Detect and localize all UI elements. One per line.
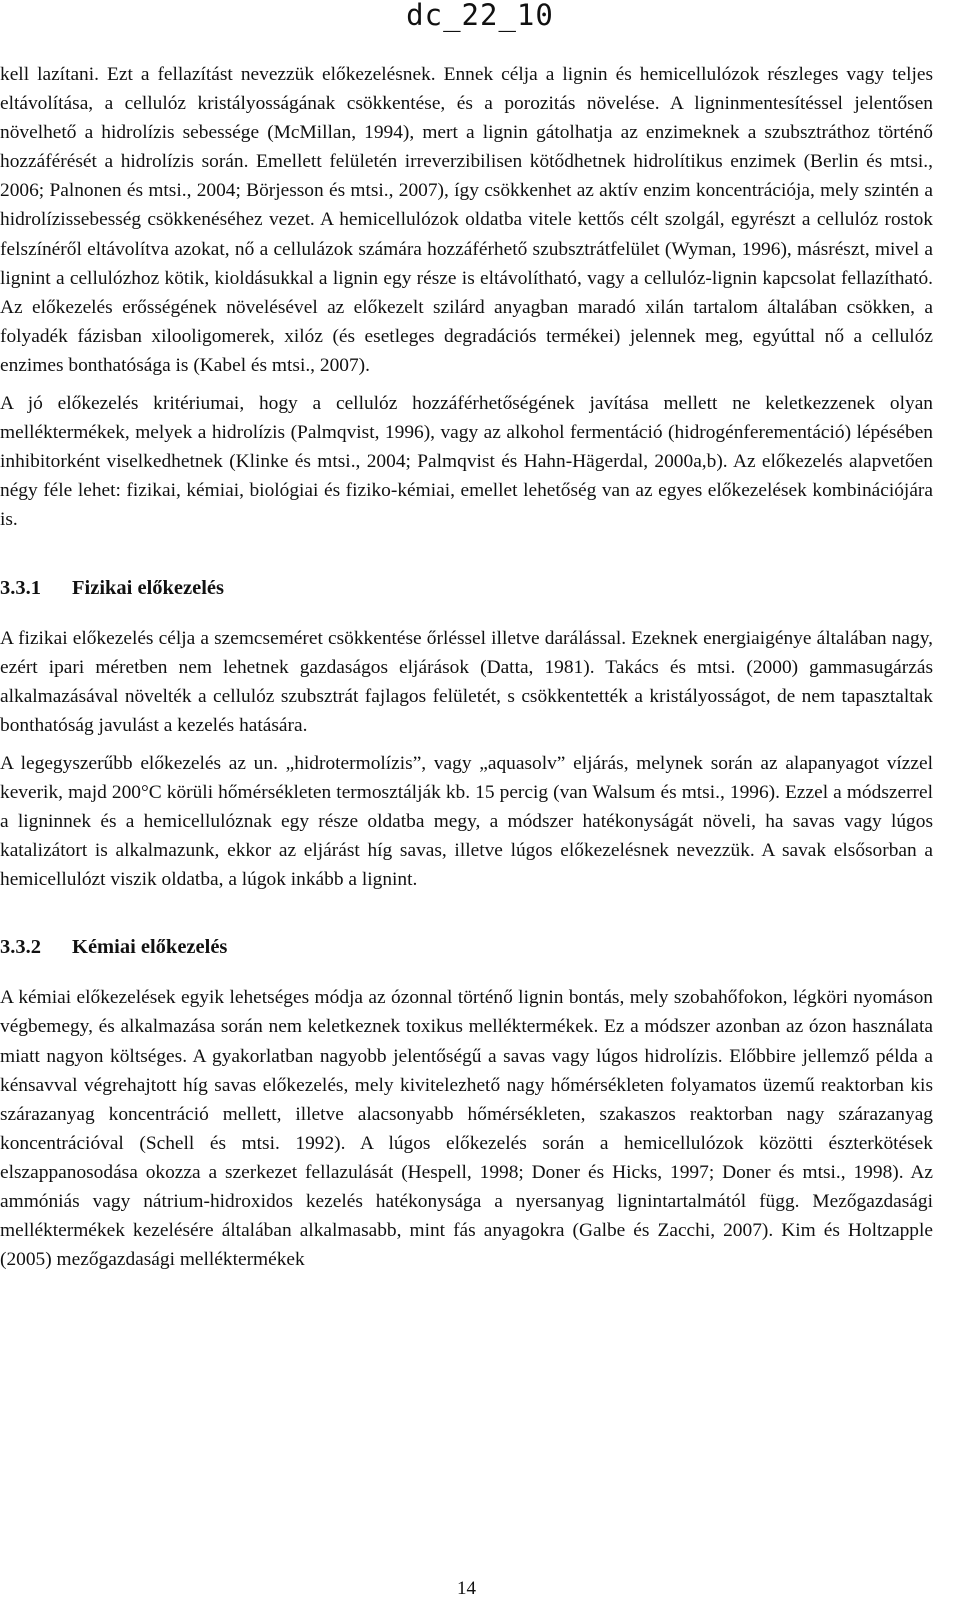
section-number: 3.3.1	[0, 576, 41, 599]
document-id-header: dc_22_10	[406, 0, 554, 32]
paragraph-pretreatment-intro: kell lazítani. Ezt a fellazítást nevezzük előkezelésnek. Ennek célja a lignin és hemicellulózok részleges vagy teljes eltávolítása, a cellulóz kristályosságának csökkentése, és a porozitás növelése. A ligninmentesítéssel jelentősen növelhető a hidrolízis sebessége (McMillan, 1994), mert a lignin gátolhatja az enzimeknek a szubsztráthoz történő hozzáférését a hidrolízis során. Emellett felületén irreverzibilisen kötődhetnek hidrolítikus enzimek (Berlin és mtsi., 2006; Palnonen és mtsi., 2004; Börjesson és mtsi., 2007), így csökkenhet az aktív enzim koncentrációja, mely szintén a hidrolízissebesség csökkenéséhez vezet. A hemicellulózok oldatba vitele kettős célt szolgál, egyrészt a cellulóz rostok felszínéről eltávolítva azokat, nő a cellulázok számára hozzáférhető szubsztrátfelület (Wyman, 1996), másrészt, mivel a lignint a cellulózhoz kötik, kioldásukkal a lignin egy része is eltávolítható, vagy a cellulóz-lignin kapcsolat fellazítható. Az előkezelés erősségének növelésével az előkezelt szilárd anyagban maradó xilán tartalom általában csökken, a folyadék fázisban xilooligomerek, xilóz (és esetleges degradációs termékei) jelennek meg, egyúttal nő a cellulóz enzimes bonthatósága is (Kabel és mtsi., 2007).	[0, 64, 933, 376]
section-heading-physical	[0, 574, 933, 603]
page-number: 14	[457, 1578, 476, 1599]
section-title: Kémiai előkezelés	[72, 936, 228, 959]
section-number: 3.3.2	[0, 936, 41, 959]
section-title: Fizikai előkezelés	[72, 576, 224, 599]
paragraph-chemical-pretreatment: A kémiai előkezelések egyik lehetséges módja az ózonnal történő lignin bontás, mely szobahőfokon, légköri nyomáson végbemegy, és alkalmazása során nem keletkeznek toxikus melléktermékek. Ez a módszer azonban az ózon használata miatt nagyon költséges. A gyakorlatban nagyobb jelentőségű a savas vagy lúgos hidrolízis. Előbbire jellemző példa a kénsavval végrehajtott híg savas előkezelés, mely kivitelezhető nagy hőmérsékleten folyamatos üzemű reaktorban kis szárazanyag koncentráció mellett, illetve alacsonyabb hőmérsékleten, szakaszos reaktorban nagy szárazanyag koncentrációval (Schell és mtsi. 1992). A lúgos előkezelés során a hemicellulózok közötti észterkötések elszappanosodása okozza a szerkezet fellazulását (Hespell, 1998; Doner és Hicks, 1997; Doner és mtsi., 1998). Az ammóniás vagy nátrium-hidroxidos kezelés hatékonysága a nyersanyag lignintartalmától függ. Mezőgazdasági melléktermékek kezelésére általában alkalmasabb, mint fás anyagokra (Galbe és Zacchi, 2007). Kim és Holtzapple (2005) mezőgazdasági melléktermékek	[0, 987, 933, 1271]
paragraph-physical-pretreatment: A fizikai előkezelés célja a szemcseméret csökkentése őrléssel illetve darálással. Ezeknek energiaigénye általában nagy, ezért ipari méretben nem lehetnek gazdaságos eljárások (Datta, 1981). Takács és mtsi. (2000) gammasugárzás alkalmazásával növelték a cellulóz szubsztrát fajlagos felületét, s csökkentették a kristályosságot, de nem tapasztaltak bonthatóság javulást a kezelés hatására.	[0, 627, 933, 736]
paragraph-hydrothermolysis: A legegyszerűbb előkezelés az un. „hidrotermolízis”, vagy „aquasolv” eljárás, melynek során az alapanyagot vízzel keverik, majd 200°C körüli hőmérsékleten termosztálják kb. 15 percig (van Walsum és mtsi., 1996). Ezzel a módszerrel a ligninnek és a hemicellulóznak egy része oldatba megy, a módszer hatékonyságát növeli, ha savas vagy lúgos katalizátort is alkalmazunk, ekkor az eljárást híg savas, illetve lúgos előkezelésnek nevezzük. A savak elsősorban a hemicellulózt viszik oldatba, a lúgok inkább a lignint.	[0, 752, 933, 891]
section-heading-chemical	[0, 933, 933, 962]
document-body	[0, 60, 933, 1283]
paragraph-pretreatment-criteria: A jó előkezelés kritériumai, hogy a cellulóz hozzáférhetőségének javítása mellett ne keletkezzenek olyan melléktermékek, melyek a hidrolízis (Palmqvist, 1996), vagy az alkohol fermentáció (hidrogénferementáció) lépésében inhibitorként viselkedhetnek (Klinke és mtsi., 2004; Palmqvist és Hahn-Hägerdal, 2000a,b). Az előkezelés alapvetően négy féle lehet: fizikai, kémiai, biológiai és fiziko-kémiai, emellet lehetőség van az egyes előkezelések kombinációjára is.	[0, 393, 933, 531]
